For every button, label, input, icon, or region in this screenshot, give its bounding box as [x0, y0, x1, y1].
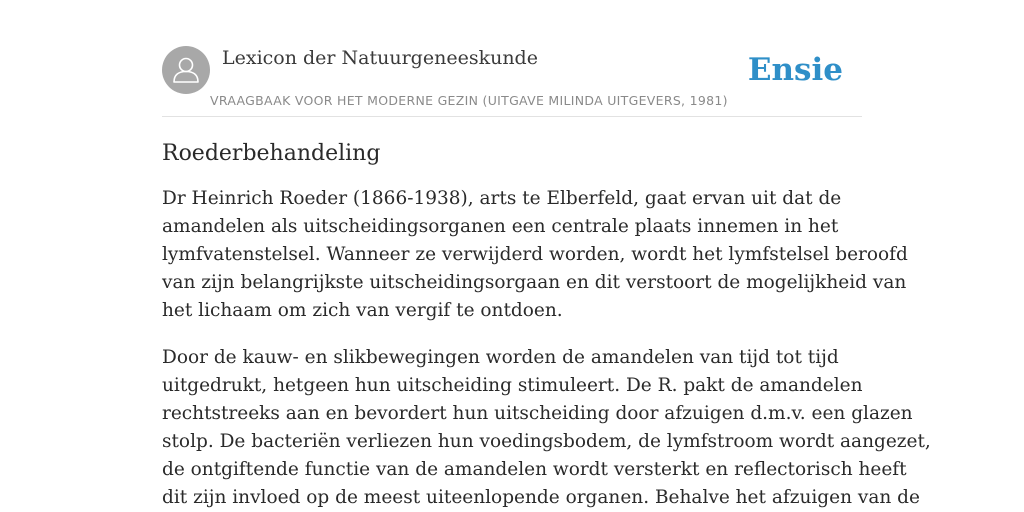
paragraph-line: rechtstreeks aan en bevordert hun uitscheiding door afzuigen d.m.v. een glazen [162, 403, 913, 424]
paragraph-line: amandelen als uitscheidingsorganen een centrale plaats innemen in het [162, 216, 839, 237]
paragraph-line: Dr Heinrich Roeder (1866-1938), arts te Elberfeld, gaat ervan uit dat de [162, 188, 842, 209]
avatar[interactable] [162, 46, 210, 94]
brand-logo[interactable]: Ensie [747, 52, 843, 88]
paragraph-line: van zijn belangrijkste uitscheidingsorgaan en dit verstoort de mogelijkheid van [162, 272, 907, 293]
paragraph-line: stolp. De bacteriën verliezen hun voedingsbodem, de lymfstroom wordt aangezet, [162, 431, 931, 452]
paragraph-line: dit zijn invloed op de meest uiteenlopende organen. Behalve het afzuigen van de [162, 487, 920, 508]
paragraph-line: lymfvatenstelsel. Wanneer ze verwijderd worden, wordt het lymfstelsel beroofd [162, 244, 908, 265]
entry-paragraph [162, 185, 908, 325]
entry-title: Roederbehandeling [162, 141, 381, 166]
paragraph-line: de ontgiftende functie van de amandelen wordt versterkt en reflectorisch heeft [162, 459, 907, 480]
user-icon [162, 46, 210, 94]
book-subtitle: VRAAGBAAK VOOR HET MODERNE GEZIN (UITGAVE MILINDA UITGEVERS, 1981) [210, 93, 728, 108]
book-title[interactable]: Lexicon der Natuurgeneeskunde [222, 47, 538, 69]
paragraph-line: het lichaam om zich van vergif te ontdoen. [162, 300, 563, 321]
paragraph-line: Door de kauw- en slikbewegingen worden de amandelen van tijd tot tijd [162, 347, 839, 368]
paragraph-line: uitgedrukt, hetgeen hun uitscheiding stimuleert. De R. pakt de amandelen [162, 375, 863, 396]
entry-content [162, 136, 931, 512]
entry-paragraph [162, 344, 931, 512]
source-header [162, 46, 862, 117]
